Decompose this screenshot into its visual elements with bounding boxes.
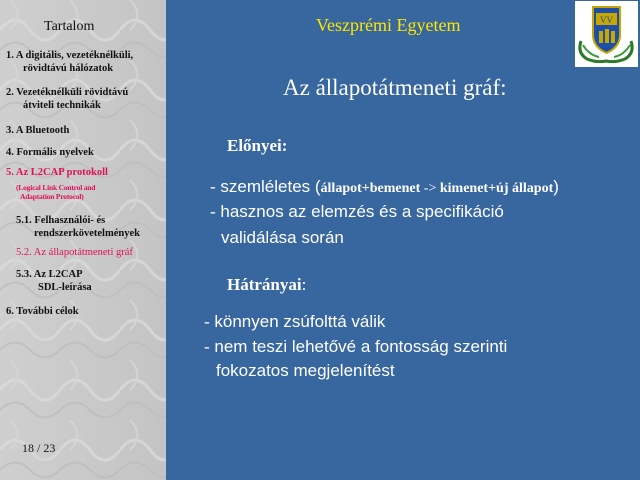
toc-item-5-1-line2: rendszerkövetelmények [34, 228, 140, 239]
advantage-1 [210, 175, 559, 201]
disadvantage-1-text: könnyen zsúfolttá válik [209, 312, 386, 331]
disadvantage-1 [204, 310, 385, 334]
toc-item-2-line1: 2. Vezetéknélküli rövidtávú [6, 87, 129, 98]
header-title: Veszprémi Egyetem [316, 15, 461, 35]
toc-item-5-3-line1: 5.3. Az L2CAP [16, 269, 83, 280]
toc-item-5-subtitle [16, 183, 95, 201]
toc-item-5[interactable]: 5. Az L2CAP protokoll [6, 167, 108, 178]
toc-item-5-subtitle-line1: (Logical Link Control and [16, 183, 96, 192]
dash-bullet: - [204, 312, 210, 331]
disadvantage-2-continuation: fokozatos megjelenítést [216, 361, 395, 380]
svg-text:VV: VV [600, 15, 613, 25]
advantage-1-text: szemléletes ( [215, 177, 321, 196]
university-crest-icon [575, 1, 638, 67]
disadvantage-2-text: nem teszi lehetővé a fontosság szerinti [209, 337, 508, 356]
toc-item-2-line2: átviteli technikák [23, 100, 101, 111]
sidebar [0, 0, 166, 480]
dash-bullet: - [210, 177, 216, 196]
toc-item-4[interactable]: 4. Formális nyelvek [6, 147, 94, 158]
toc-item-5-2[interactable]: 5.2. Az állapotátmeneti gráf [16, 247, 133, 258]
toc-item-5-1[interactable] [16, 214, 140, 240]
disadvantages-heading [227, 275, 306, 295]
dash-bullet: - [204, 337, 210, 356]
disadvantages-heading-text: Hátrányai [227, 275, 302, 294]
advantage-1-arrow: -> [420, 181, 440, 196]
toc-item-5-subtitle-line2: Adaptation Protocol) [20, 192, 84, 201]
disadvantages-heading-colon: : [301, 275, 307, 294]
toc-item-3[interactable]: 3. A Bluetooth [6, 125, 70, 136]
dash-bullet: - [210, 202, 216, 221]
advantage-2 [210, 200, 504, 224]
toc-item-5-3[interactable] [16, 268, 92, 294]
disadvantage-2 [204, 335, 507, 359]
advantages-heading: Előnyei: [227, 136, 288, 155]
advantage-2-continuation: validálása során [221, 228, 344, 247]
toc-item-1-line1: 1. A digitális, vezetéknélküli, [6, 50, 134, 61]
toc-item-2[interactable] [6, 86, 128, 112]
toc-item-5-1-line1: 5.1. Felhasználói- és [16, 215, 106, 226]
toc-item-5-3-line2: SDL-leírása [38, 282, 92, 293]
advantage-1-close: ) [553, 177, 559, 196]
advantage-2-text: hasznos az elemzés és a specifikáció [215, 202, 504, 221]
advantage-1-bold2: kimenet+új állapot [439, 181, 554, 196]
slide-title: Az állapotátmeneti gráf: [283, 75, 507, 100]
page-number: 18 / 23 [22, 441, 56, 455]
advantage-1-bold1: állapot+bemenet [320, 181, 421, 196]
toc-item-1[interactable] [6, 49, 133, 75]
toc-item-1-line2: rövidtávú hálózatok [23, 63, 114, 74]
toc-title: Tartalom [44, 19, 95, 34]
toc-item-6[interactable]: 6. További célok [6, 306, 79, 317]
